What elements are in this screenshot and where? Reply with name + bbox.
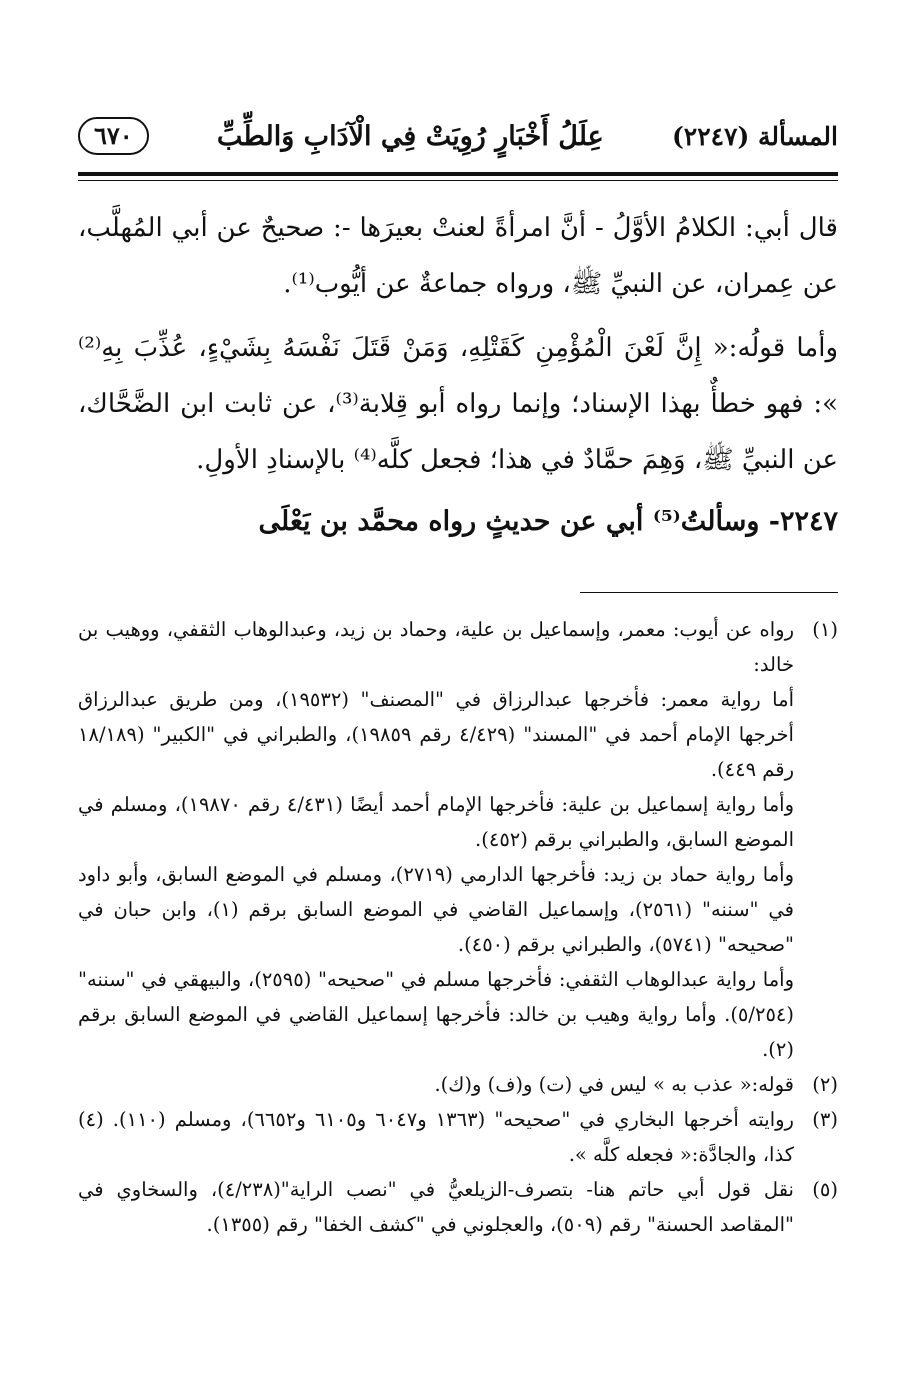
footnote-text: أما رواية معمر: فأخرجها عبدالرزاق في "المصنف" (١٩٥٣٢)، ومن طريق عبدالرزاق أخرجها الإمام أحمد في "المسند" (٤/٤٢٩ رقم ١٩٨٥٩)، والطبراني في "الكبير" (١٨/١٨٩ رقم ٤٤٩).: [78, 688, 794, 781]
footnote-marker: (١): [812, 618, 838, 641]
footnote-3: [78, 1102, 838, 1172]
paragraph-1: قال أبي: الكلامُ الأوَّلُ - أنَّ امرأةً لعنتْ بعيرَها -: صحيحٌ عن أبي المُهلَّب، عن عِمران، عن النبيِّ ﷺ، ورواه جماعةٌ عن أيُّوب⁽¹⁾.: [78, 213, 838, 299]
footnote-marker: (٥): [812, 1178, 838, 1201]
footnote-text: رواه عن أيوب: معمر، وإسماعيل بن علية، وحماد بن زيد، وعبدالوهاب الثقفي، ووهيب بن خالد:: [78, 618, 794, 676]
header-rule-thin: [78, 180, 838, 181]
paragraph-2: وأما قولُه:« إِنَّ لَعْنَ الْمُؤْمِنِ كَقَتْلِهِ، وَمَنْ قَتَلَ نَفْسَهُ بِشَيْءٍ، عُذِّبَ بِهِ⁽²⁾ »: فهو خطأٌ بهذا الإسناد؛ وإنما رواه أبو قِلابة⁽³⁾، عن ثابت ابن الضَّحَّاك، عن النبيِّ ﷺ، وَهِمَ حمَّادٌ في هذا؛ فجعل كلَّه⁽⁴⁾ بالإسنادِ الأولِ.: [78, 333, 839, 475]
footnote-separator: [580, 592, 838, 593]
footnote-text: روايته أخرجها البخاري في "صحيحه" (١٣٦٣ و٦٠٤٧ و٦١٠٥ و٦٦٥٢)، ومسلم (١١٠). (٤) كذا، والجادَّة:« فجعله كلَّه ».: [78, 1108, 794, 1166]
footnote-text: قوله:« عذب به » ليس في (ت) و(ف) و(ك).: [434, 1073, 794, 1096]
footnote-text: وأما رواية إسماعيل بن علية: فأخرجها الإمام أحمد أيضًا (٤/٤٣١ رقم ١٩٨٧٠)، ومسلم في الموضع السابق، والطبراني برقم (٤٥٢).: [78, 793, 794, 851]
footnote-marker: (٢): [812, 1073, 838, 1096]
footnote-marker: (٣): [812, 1108, 838, 1131]
footnote-5: [78, 1172, 838, 1242]
page-number: ٦٧٠: [78, 117, 149, 155]
issue-number: المسألة (٢٢٤٧): [671, 121, 838, 151]
footnote-1: [78, 612, 838, 1067]
running-header: [78, 110, 838, 162]
header-rule-thick: [78, 172, 838, 176]
book-title: عِلَلُ أَخْبَارٍ رُوِيَتْ فِي الْآدَابِ وَالطِّبِّ: [216, 120, 604, 152]
issue-heading: ٢٢٤٧- وسألتُ⁽⁵⁾ أبي عن حديثٍ رواه محمَّد بن يَعْلَى: [258, 506, 838, 537]
footnote-text: وأما رواية عبدالوهاب الثقفي: فأخرجها مسلم في "صحيحه" (٢٥٩٥)، والبيهقي في "سننه" (٥/٢٥٤). وأما رواية وهيب بن خالد: فأخرجها إسماعيل القاضي في الموضع السابق برقم (٢).: [78, 968, 794, 1061]
footnote-text: نقل قول أبي حاتم هنا- بتصرف-الزيلعيُّ في "نصب الراية"(٤/٢٣٨)، والسخاوي في "المقاصد الحسنة" رقم (٥٠٩)، والعجلوني في "كشف الخفا" رقم (١٣٥٥).: [78, 1178, 794, 1236]
footnote-2: [78, 1067, 838, 1102]
footnote-text: وأما رواية حماد بن زيد: فأخرجها الدارمي (٢٧١٩)، ومسلم في الموضع السابق، وأبو داود في "سننه" (٢٥٦١)، وإسماعيل القاضي في الموضع السابق برقم (١)، وابن حبان في "صحيحه" (٥٧٤١)، والطبراني برقم (٤٥٠).: [78, 863, 794, 956]
main-text: [78, 200, 838, 550]
footnotes: [78, 612, 838, 1242]
